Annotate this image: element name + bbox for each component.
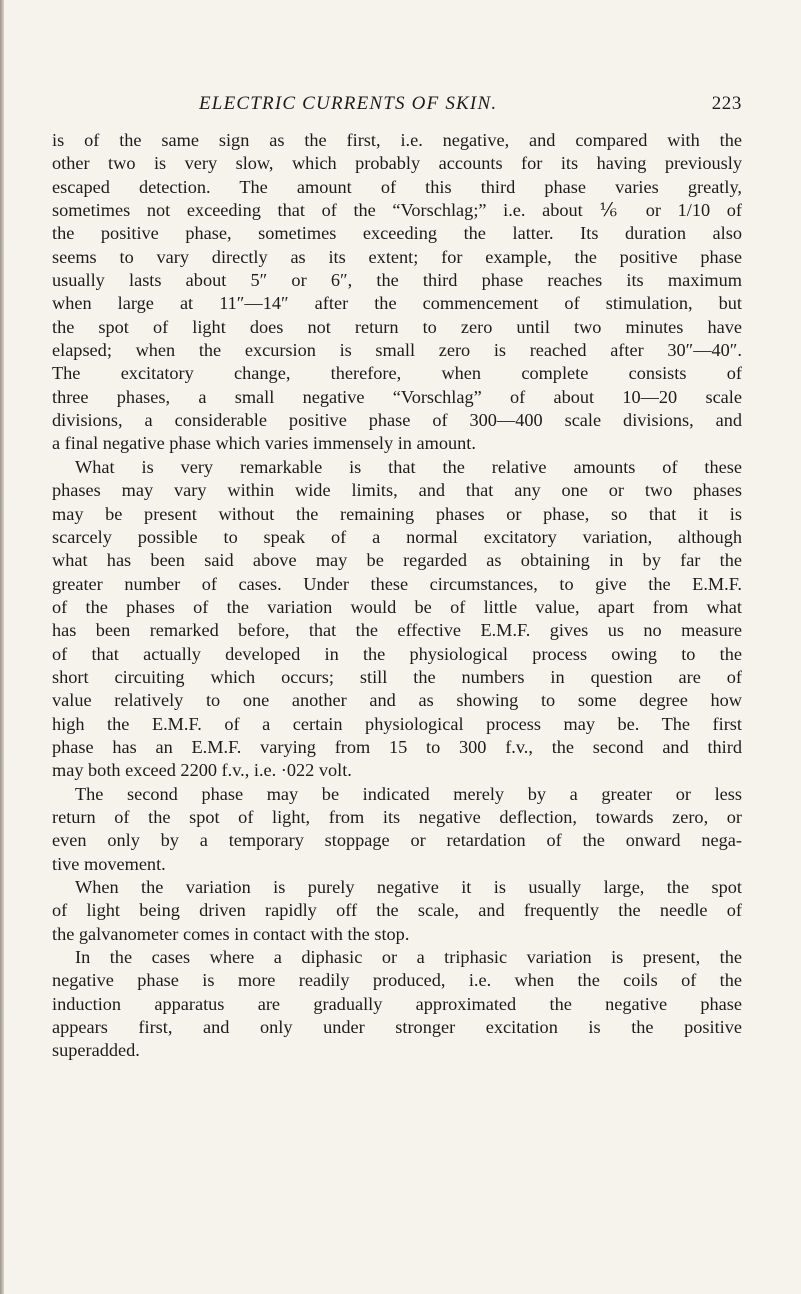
paragraph-5 [52, 946, 742, 1063]
text-line: is of the same sign as the first, i.e. negative, and compared with the [52, 130, 742, 150]
text-line: return of the spot of light, from its negative deflection, towards zero, or [52, 806, 742, 827]
text-line: superadded. [52, 1040, 140, 1061]
paragraph-1 [52, 129, 742, 456]
text-line: elapsed; when the excursion is small zero is reached after 30″—40″. [52, 340, 742, 361]
running-head [52, 93, 742, 117]
text-line: even only by a temporary stoppage or retardation of the onward nega- [52, 830, 742, 851]
text-line: appears first, and only under stronger excitation is the positive [52, 1017, 742, 1038]
text-line: induction apparatus are gradually approximated the negative phase [52, 993, 742, 1014]
text-line: divisions, a considerable positive phase of 300—400 scale divisions, and [52, 410, 742, 431]
paragraph-2 [52, 456, 742, 783]
running-title: ELECTRIC CURRENTS OF SKIN. [199, 93, 498, 114]
text-line: may both exceed 2200 f.v., i.e. ·022 volt. [52, 760, 352, 781]
page-number: 223 [711, 93, 742, 114]
text-line: short circuiting which occurs; still the numbers in question are of [52, 666, 742, 687]
body-text [52, 129, 742, 1063]
text-line: a final negative phase which varies immensely in amount. [52, 433, 476, 454]
text-line: of that actually developed in the physiological process owing to the [52, 643, 742, 664]
text-line: sometimes not exceeding that of the “Vorschlag;” i.e. about ⅙ or 1/10 of [52, 200, 742, 221]
text-line: seems to vary directly as its extent; for example, the positive phase [52, 246, 742, 267]
text-line: the positive phase, sometimes exceeding the latter. Its duration also [52, 223, 742, 244]
text-line: negative phase is more readily produced, i.e. when the coils of the [52, 970, 742, 991]
text-line: escaped detection. The amount of this third phase varies greatly, [52, 176, 742, 197]
paragraph-4 [52, 876, 742, 946]
text-line: phase has an E.M.F. varying from 15 to 300 f.v., the second and third [52, 736, 742, 757]
text-line: When the variation is purely negative it is usually large, the spot [75, 877, 742, 897]
text-line: usually lasts about 5″ or 6″, the third phase reaches its maximum [52, 270, 742, 291]
text-line: The excitatory change, therefore, when complete consists of [52, 363, 742, 384]
text-line: what has been said above may be regarded as obtaining in by far the [52, 550, 742, 571]
text-line: tive movement. [52, 853, 166, 874]
text-line: the galvanometer comes in contact with the stop. [52, 923, 410, 944]
text-line: of light being driven rapidly off the scale, and frequently the needle of [52, 900, 742, 921]
text-line: The second phase may be indicated merely by a greater or less [75, 783, 742, 804]
text-line: of the phases of the variation would be of little value, apart from what [52, 596, 742, 617]
text-line: phases may vary within wide limits, and that any one or two phases [52, 480, 742, 501]
text-line: three phases, a small negative “Vorschlag” of about 10—20 scale [52, 386, 742, 407]
text-line: value relatively to one another and as showing to some degree how [52, 690, 742, 711]
text-line: when large at 11″—14″ after the commencement of stimulation, but [52, 293, 742, 314]
paragraph-3 [52, 783, 742, 876]
text-line: the spot of light does not return to zero until two minutes have [52, 316, 742, 337]
text-line: may be present without the remaining phases or phase, so that it is [52, 503, 742, 524]
page-edge [0, 0, 4, 1294]
text-line: high the E.M.F. of a certain physiological process may be. The first [52, 713, 742, 734]
text-line: In the cases where a diphasic or a triphasic variation is present, the [75, 947, 742, 968]
text-line: other two is very slow, which probably accounts for its having previously [52, 153, 742, 174]
text-line: greater number of cases. Under these circumstances, to give the E.M.F. [52, 573, 742, 594]
text-line: What is very remarkable is that the relative amounts of these [75, 456, 742, 477]
text-line: scarcely possible to speak of a normal excitatory variation, although [52, 526, 742, 547]
text-line: has been remarked before, that the effective E.M.F. gives us no measure [52, 620, 742, 641]
